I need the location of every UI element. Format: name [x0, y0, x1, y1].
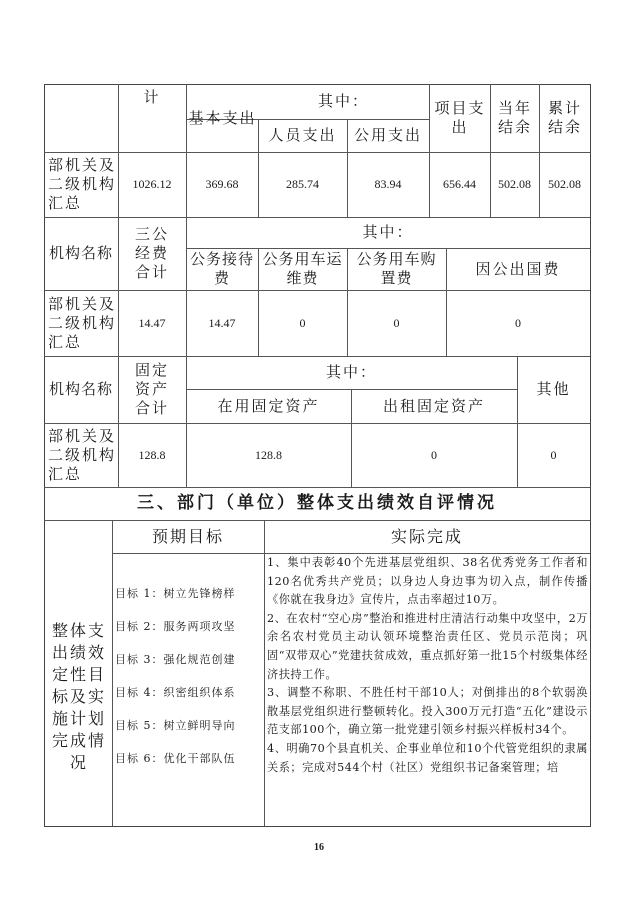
header-cumulative-balance: 累计结余 — [547, 99, 582, 136]
header-three-public-total: 三公经费合计 — [134, 225, 169, 281]
header-overseas-travel: 因公出国费 — [475, 259, 561, 278]
header-public-expense: 公用支出 — [353, 126, 422, 144]
section-title: 三、部门（单位）整体支出绩效自评情况 — [137, 493, 497, 513]
header-basic-expense: 基本支出 — [188, 108, 257, 127]
header-vehicle-purchase: 公务用车购置费 — [356, 250, 437, 287]
header-current-year-balance: 当年结余 — [497, 99, 532, 136]
actual-item: 4、明确70个县直机关、企事业单位和10个代管党组织的隶属关系；完成对544个村（社区）党组织书记备案管理；培 — [267, 741, 588, 774]
header-total: 计 — [143, 87, 161, 106]
header-project-expense: 项目支出 — [434, 99, 486, 136]
value-current-year-balance: 502.08 — [498, 177, 531, 191]
value-vehicle-purchase: 0 — [393, 315, 400, 330]
value-three-public-total: 14.47 — [138, 315, 166, 330]
goal-item: 目标 5：树立鲜明导向 — [115, 718, 236, 732]
org-name: 部机关及二级机构汇总 — [48, 426, 117, 483]
header-of-which: 其中： — [325, 363, 377, 381]
org-name: 部机关及二级机构汇总 — [48, 294, 117, 351]
value-reception: 14.47 — [208, 315, 236, 330]
value-public-expense: 83.94 — [374, 177, 402, 191]
header-personnel-expense: 人员支出 — [268, 126, 337, 144]
value-fixed-assets-total: 128.8 — [138, 447, 166, 462]
value-cumulative-balance: 502.08 — [548, 177, 581, 191]
value-other: 0 — [550, 447, 557, 462]
actual-item: 1、集中表彰40个先进基层党组织、38名优秀党务工作者和120名优秀共产党员；以身边人身边事为切入点，制作传播《你就在我身边》宣传片，点击率超过10万。 — [267, 556, 588, 607]
value-total: 1026.12 — [132, 177, 172, 191]
value-leased: 0 — [431, 447, 437, 462]
header-vehicle-operation: 公务用车运维费 — [262, 250, 343, 287]
value-vehicle-operation: 0 — [299, 315, 306, 330]
value-personnel-expense: 285.74 — [286, 177, 319, 191]
org-name: 部机关及二级机构汇总 — [48, 156, 117, 212]
header-in-use: 在用固定资产 — [217, 396, 320, 415]
value-in-use: 128.8 — [255, 447, 282, 462]
header-of-which: 其中： — [362, 223, 414, 241]
actual-item: 2、在农村“空心房”整治和推进村庄清洁行动集中攻坚中，2万余名农村党员主动认领环境整治责任区、党员示范岗；巩固“双带双心”党建扶贫成效，重点抓好第一批15个村级集体经济扶持工作。 — [267, 611, 588, 681]
row-label-performance: 整体支出绩效定性目标及实施计划完成情况 — [52, 621, 107, 772]
value-overseas-travel: 0 — [515, 315, 521, 330]
goal-item: 目标 4：织密组织体系 — [115, 685, 236, 699]
header-org-name: 机构名称 — [48, 380, 113, 398]
goals-list — [112, 553, 264, 826]
header-actual-completion: 实际完成 — [390, 527, 463, 546]
page-number: 16 — [314, 842, 324, 853]
goal-item: 目标 6：优化干部队伍 — [115, 751, 236, 765]
goal-item: 目标 2：服务两项攻坚 — [115, 619, 236, 633]
actual-item: 3、调整不称职、不胜任村干部10人；对倒排出的8个软弱涣散基层党组织进行整顿转化。投入300万元打造“五化”建设示范支部100个，确立第一批党建引领乡村振兴样板村34个。 — [267, 686, 588, 737]
goal-item: 目标 1：树立先锋榜样 — [115, 586, 236, 600]
header-expected-goals: 预期目标 — [151, 527, 224, 546]
value-project-expense: 656.44 — [443, 177, 476, 191]
goal-item: 目标 3：强化规范创建 — [115, 652, 236, 666]
header-other: 其他 — [536, 380, 571, 398]
header-reception: 公务接待费 — [189, 250, 254, 287]
header-of-which: 其中： — [317, 92, 369, 110]
header-leased: 出租固定资产 — [382, 396, 485, 415]
header-org-name: 机构名称 — [48, 244, 113, 262]
header-fixed-assets-total: 固定资产合计 — [134, 361, 169, 417]
value-basic-expense: 369.68 — [205, 177, 239, 191]
actual-completion-text — [265, 553, 590, 826]
